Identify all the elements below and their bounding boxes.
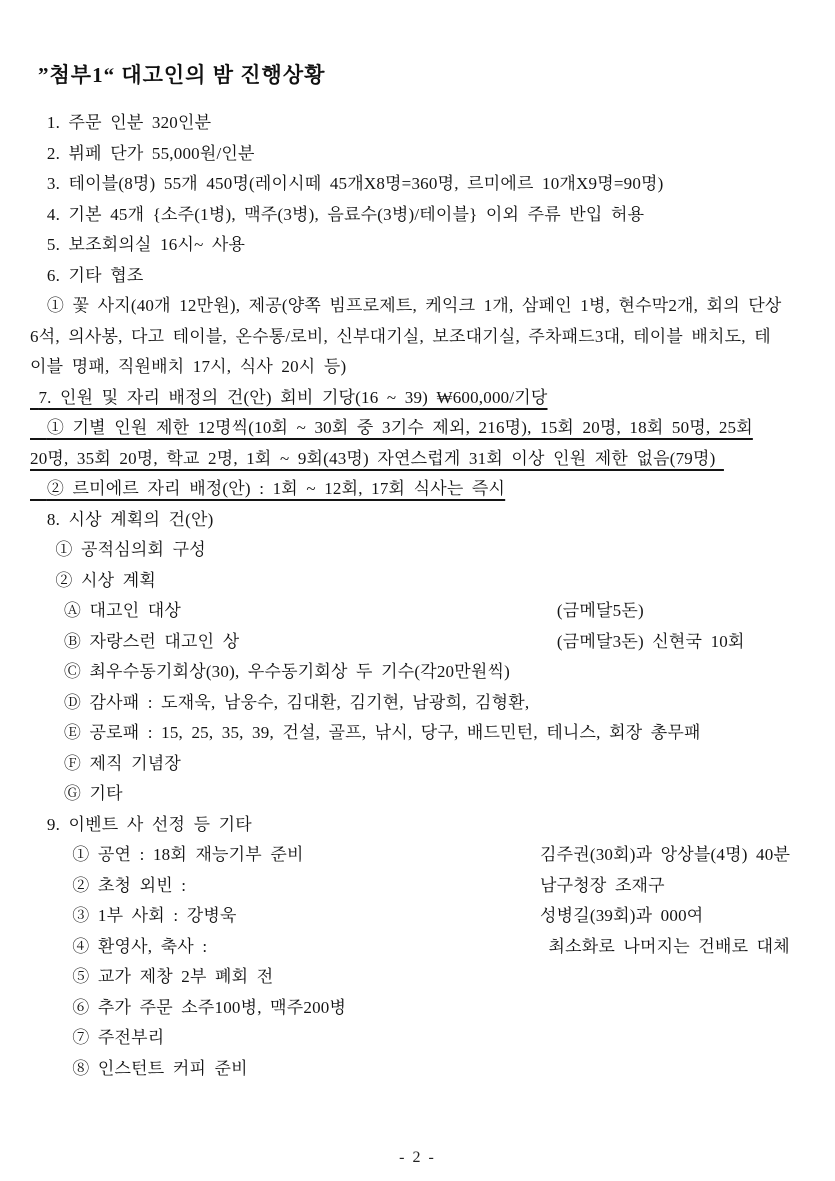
document-line [30,962,807,993]
line-text: ⑤ 교가 제창 2부 폐회 전 [30,967,274,986]
document-line [30,901,807,932]
line-right-text: (금메달5돈) [540,601,644,620]
line-right-text: (금메달3돈) 신현국 10회 [540,631,745,651]
line-right-text: 김주권(30회)과 앙상블(4명) 40분 [540,845,791,864]
line-text: Ⓖ 기타 [30,784,123,803]
line-text: ⑥ 추가 주문 소주100병, 맥주200병 [30,997,347,1017]
document-line [30,840,807,871]
line-text: 6석, 의사봉, 다고 테이블, 온수통/로비, 신부대기실, 보조대기실, 주차패드3대, 테이블 배치도, 테 [30,326,771,346]
line-text: 5. 보조회의실 16시~ 사용 [30,235,246,254]
document-line [30,230,807,261]
line-text: 6. 기타 협조 [30,265,144,285]
document-line [30,108,807,139]
line-right-text: 성병길(39회)과 000여 [540,906,704,925]
line-text: 1. 주문 인분 320인분 [30,113,212,132]
document-line [30,627,807,658]
line-text: ④ 환영사, 축사 : [30,936,208,956]
document-line [30,596,807,627]
line-text: ⑧ 인스턴트 커피 준비 [30,1058,248,1078]
document-line [30,1054,807,1085]
document-line [30,139,807,170]
document-body [30,108,807,1084]
line-text: 2. 뷔페 단가 55,000원/인분 [30,143,255,163]
document-line [30,657,807,688]
document-line [30,261,807,292]
line-text: Ⓑ 자랑스런 대고인 상 [30,631,240,651]
page-title: ”첨부1“ 대고인의 밤 진행상황 [38,63,326,87]
line-right-text: 최소화로 나머지는 건배로 대체 [540,936,790,956]
line-text: ① 공적심의회 구성 [30,540,206,559]
document-line [30,535,807,566]
document-line [30,169,807,200]
document-line [30,413,807,444]
line-text: Ⓒ 최우수동기회상(30), 우수동기회상 두 기수(각20만원씩) [30,662,510,681]
document-line [30,322,807,353]
document-line [30,474,807,505]
line-text: ③ 1부 사회 : 강병욱 [30,906,237,925]
line-text: ⑦ 주전부리 [30,1028,165,1047]
page-number: - 2 - [399,1149,436,1166]
line-text: ② 르미에르 자리 배정(안) : 1회 ~ 12회, 17회 식사는 즉시 [30,479,506,498]
document-line [30,444,807,475]
line-text: Ⓕ 제직 기념장 [30,753,182,773]
document-line [30,749,807,780]
line-text: 20명, 35회 20명, 학교 2명, 1회 ~ 9회(43명) 자연스럽게 31회 이상 인원 제한 없음(79명) [30,448,724,468]
document-line [30,688,807,719]
line-text: 7. 인원 및 자리 배정의 건(안) 회비 기당(16 ~ 39) ₩600,000/기당 [30,387,548,407]
line-text: Ⓓ 감사패 : 도재욱, 남웅수, 김대환, 김기현, 남광희, 김형환, [30,692,530,712]
document-line [30,810,807,841]
line-text: 8. 시상 계획의 건(안) [30,509,214,529]
line-text: 이블 명패, 직원배치 17시, 식사 20시 등) [30,357,347,376]
line-text: 3. 테이블(8명) 55개 450명(레이시떼 45개X8명=360명, 르미에르 10개X9명=90명) [30,174,664,193]
document-line [30,352,807,383]
line-text: ① 꽃 사지(40개 12만원), 제공(양쪽 빔프로제트, 케익크 1개, 삼페인 1병, 현수막2개, 회의 단상 [30,296,782,315]
line-right-text: 남구청장 조재구 [540,875,665,895]
document-line [30,932,807,963]
line-text: 9. 이벤트 사 선정 등 기타 [30,814,252,834]
line-text: Ⓔ 공로패 : 15, 25, 35, 39, 건설, 골프, 낚시, 당구, 배드민턴, 테니스, 회장 총무패 [30,723,701,742]
document-line [30,1023,807,1054]
document-line [30,383,807,414]
line-text: Ⓐ 대고인 대상 [30,601,182,620]
document-line [30,993,807,1024]
document-line [30,291,807,322]
document-line [30,566,807,597]
line-text: ① 공연 : 18회 재능기부 준비 [30,845,304,864]
line-text: ② 시상 계획 [30,570,156,590]
line-text: 4. 기본 45개 {소주(1병), 맥주(3병), 음료수(3병)/테이블} 이외 주류 반입 허용 [30,204,645,224]
document-line [30,871,807,902]
document-line [30,779,807,810]
line-text: ② 초청 외빈 : [30,875,187,895]
document-line [30,505,807,536]
line-text: ① 기별 인원 제한 12명씩(10회 ~ 30회 중 3기수 제외, 216명), 15회 20명, 18회 50명, 25회 [30,418,753,437]
document-line [30,200,807,231]
document-line [30,718,807,749]
